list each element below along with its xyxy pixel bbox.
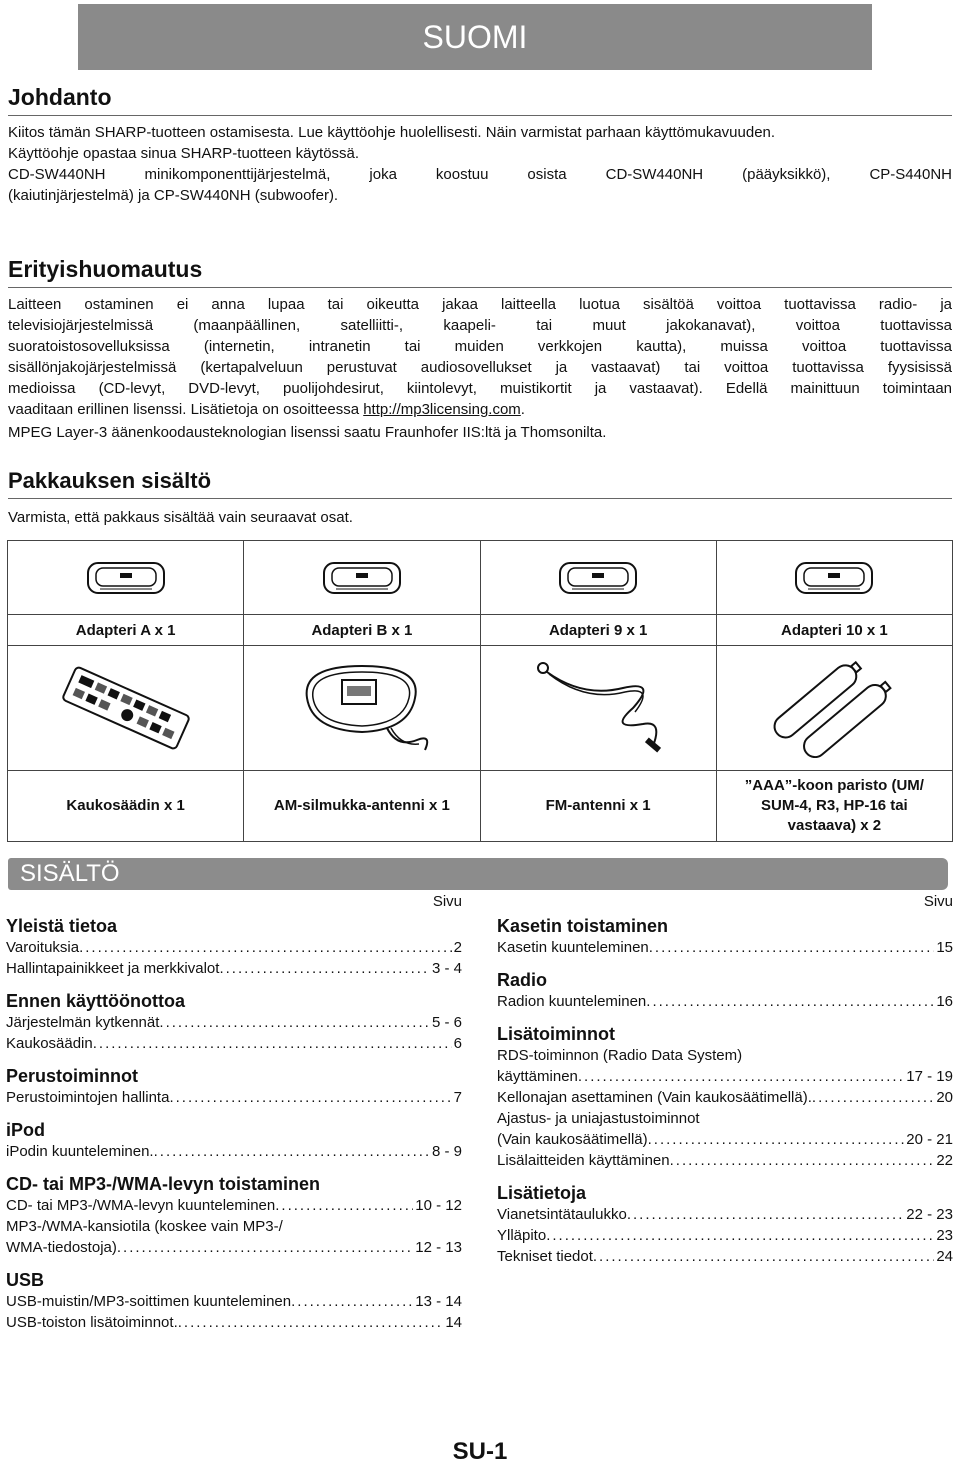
- toc-entry[interactable]: [497, 1129, 953, 1150]
- toc-entry[interactable]: [6, 1291, 462, 1312]
- license-link[interactable]: http://mp3licensing.com: [363, 401, 521, 418]
- toc-entry[interactable]: [497, 1066, 953, 1087]
- dock-adapter-icon: [558, 559, 638, 597]
- notice-line-suffix: .: [520, 401, 525, 418]
- toc-entry-title: Kellonajan asettaminen (Vain kaukosäätimellä).: [497, 1089, 812, 1106]
- toc-entry-page: 7: [453, 1089, 462, 1106]
- dock-adapter-icon: [322, 559, 402, 597]
- toc-page-header: Sivu: [923, 893, 953, 910]
- toc-entry-title: Tekniset tiedot: [497, 1248, 593, 1265]
- toc-right-column: [497, 893, 953, 1267]
- battery-label-line: ”AAA”-koon paristo (UM/: [744, 777, 924, 794]
- adapter-a-label: Adapteri A x 1: [8, 615, 244, 646]
- toc-section-heading: iPod: [6, 1120, 45, 1140]
- toc-entry-page: 6: [453, 1035, 462, 1052]
- toc-entry[interactable]: [497, 1246, 953, 1267]
- toc-leader-dots: [169, 1087, 451, 1108]
- toc-entry-title: Lisälaitteiden käyttäminen: [497, 1152, 670, 1169]
- toc-entry-page: 22 - 23: [906, 1206, 953, 1223]
- notice-line: sisällönjakojärjestelmissä (kertapalveluun perustuvat audiosovellukset ja vastaavat) tai voittoa tuottavissa fyysisissä: [8, 359, 952, 376]
- fm-wire-antenna-icon: [523, 658, 673, 758]
- toc-entry-title: Ylläpito: [497, 1227, 547, 1244]
- toc-entry[interactable]: [497, 1150, 953, 1171]
- toc-entry[interactable]: [6, 1141, 462, 1162]
- page-number: SU-1: [452, 1438, 508, 1465]
- adapter-b-illustration: [244, 541, 480, 615]
- adapter-a-illustration: [8, 541, 244, 615]
- intro-line: CD-SW440NH minikomponenttijärjestelmä, joka koostuu osista CD-SW440NH (pääyksikkö), CP-S440NH: [8, 166, 952, 183]
- toc-entry-page: 20: [936, 1089, 953, 1106]
- toc-entry-title: Radion kuunteleminen: [497, 993, 647, 1010]
- toc-entry-title: USB-muistin/MP3-soittimen kuunteleminen: [6, 1293, 292, 1310]
- battery-illustration: [716, 646, 952, 771]
- toc-leader-dots: [159, 1012, 430, 1033]
- package-heading: Pakkauksen sisältö: [8, 468, 212, 493]
- toc-entry-title: iPodin kuunteleminen.: [6, 1143, 154, 1160]
- toc-entry[interactable]: [497, 1204, 953, 1225]
- toc-entry[interactable]: [6, 1012, 462, 1033]
- notice-heading: Erityishuomautus: [8, 256, 203, 282]
- toc-entry-title: WMA-tiedostoja): [6, 1239, 117, 1256]
- toc-leader-dots: [648, 1129, 905, 1150]
- toc-page-header: Sivu: [432, 893, 462, 910]
- toc-entry[interactable]: [6, 937, 462, 958]
- toc-entry-line: MP3-/WMA-kansiotila (koskee vain MP3-/: [6, 1218, 283, 1235]
- toc-section-heading: Yleistä tietoa: [6, 916, 118, 936]
- toc-entry-page: 5 - 6: [431, 1014, 462, 1031]
- intro-paragraph: [8, 122, 952, 206]
- toc-entry-title: Kaukosäädin: [6, 1035, 93, 1052]
- toc-entry-title: CD- tai MP3-/WMA-levyn kuunteleminen: [6, 1197, 276, 1214]
- package-contents-table: [7, 540, 953, 842]
- toc-leader-dots: [649, 937, 935, 958]
- toc-entry-title: Järjestelmän kytkennät: [6, 1014, 160, 1031]
- adapter-9-label: Adapteri 9 x 1: [480, 615, 716, 646]
- notice-line: Laitteen ostaminen ei anna lupaa tai oikeutta jakaa laitteella luotua sisältöä voittoa tuottavissa radio- ja: [8, 296, 952, 313]
- toc-entry-page: 24: [936, 1248, 953, 1265]
- toc-entry[interactable]: [6, 1195, 462, 1216]
- toc-entry-page: 23: [936, 1227, 953, 1244]
- mpeg-note: MPEG Layer-3 äänenkoodausteknologian lisenssi saatu Fraunhofer IIS:ltä ja Thomsonilta.: [8, 424, 607, 441]
- toc-entry-page: 16: [936, 993, 953, 1010]
- package-rule: [8, 498, 952, 499]
- toc-leader-dots: [646, 991, 934, 1012]
- toc-entry[interactable]: [6, 1087, 462, 1108]
- toc-section-heading: USB: [6, 1270, 45, 1290]
- notice-rule: [8, 287, 952, 288]
- toc-entry[interactable]: [6, 1033, 462, 1054]
- am-loop-antenna-icon: [287, 658, 437, 758]
- toc-leader-dots: [593, 1246, 934, 1267]
- notice-line-prefix: vaaditaan erillinen lisenssi. Lisätietoja on osoitteessa: [8, 401, 364, 418]
- toc-leader-dots: [291, 1291, 413, 1312]
- toc-leader-dots: [627, 1204, 904, 1225]
- toc-entry-page: 20 - 21: [906, 1131, 953, 1148]
- notice-line: suoratoistosovelluksissa (internetin, intranetin tai muiden verkkojen kautta), muissa voittoa tuottavissa: [8, 338, 952, 355]
- dock-adapter-icon: [86, 559, 166, 597]
- toc-entry-title: Kasetin kuunteleminen: [497, 939, 649, 956]
- toc-entry-page: 2: [453, 939, 462, 956]
- toc-leader-dots: [578, 1066, 904, 1087]
- toc-entry-page: 12 - 13: [415, 1239, 462, 1256]
- aaa-battery-icon: [764, 658, 904, 758]
- toc-leader-dots: [219, 958, 430, 979]
- language-banner: SUOMI: [78, 4, 872, 70]
- battery-label-line: vastaava) x 2: [787, 817, 882, 834]
- toc-entry[interactable]: [497, 1087, 953, 1108]
- battery-label: [716, 771, 952, 842]
- toc-entry-title: Varoituksia: [6, 939, 80, 956]
- notice-line: medioissa (CD-levyt, DVD-levyt, puolijohdesirut, kiintolevyt, muistikortit ja vastaavat). Edellä mainittuun toimintaan: [8, 380, 952, 397]
- notice-last-line: [8, 399, 952, 420]
- toc-entry[interactable]: [6, 1237, 462, 1258]
- adapter-b-label: Adapteri B x 1: [244, 615, 480, 646]
- toc-section-heading: Lisätoiminnot: [497, 1024, 615, 1044]
- toc-entry-page: 17 - 19: [906, 1068, 953, 1085]
- toc-entry[interactable]: [497, 991, 953, 1012]
- toc-leader-dots: [178, 1312, 444, 1333]
- toc-entry-page: 14: [445, 1314, 462, 1331]
- intro-line: (kaiutinjärjestelmä) ja CP-SW440NH (subwoofer).: [8, 187, 339, 204]
- toc-entry-page: 3 - 4: [431, 960, 462, 977]
- toc-entry-title: Vianetsintätaulukko: [497, 1206, 627, 1223]
- toc-entry-page: 22: [936, 1152, 953, 1169]
- am-antenna-illustration: [244, 646, 480, 771]
- toc-section-heading: Kasetin toistaminen: [497, 916, 669, 936]
- dock-adapter-icon: [794, 559, 874, 597]
- adapter-10-label: Adapteri 10 x 1: [716, 615, 952, 646]
- battery-label-line: SUM-4, R3, HP-16 tai: [761, 797, 908, 814]
- toc-leader-dots: [154, 1141, 430, 1162]
- toc-section-heading: Lisätietoja: [497, 1183, 587, 1203]
- toc-section-heading: CD- tai MP3-/WMA-levyn toistaminen: [6, 1174, 321, 1194]
- toc-banner: SISÄLTÖ: [8, 858, 948, 890]
- toc-entry-page: 10 - 12: [415, 1197, 462, 1214]
- toc-entry-page: 15: [936, 939, 953, 956]
- toc-leader-dots: [117, 1237, 413, 1258]
- adapter-9-illustration: [480, 541, 716, 615]
- toc-entry[interactable]: [6, 958, 462, 979]
- intro-line: Käyttöohje opastaa sinua SHARP-tuotteen käytössä.: [8, 145, 360, 162]
- toc-leader-dots: [93, 1033, 452, 1054]
- am-antenna-label: AM-silmukka-antenni x 1: [244, 771, 480, 842]
- notice-paragraph: [8, 294, 952, 420]
- toc-section-heading: Ennen käyttöönottoa: [6, 991, 185, 1011]
- toc-entry-line: Ajastus- ja uniajastustoiminnot: [497, 1110, 700, 1127]
- toc-entry-title: (Vain kaukosäätimellä): [497, 1131, 648, 1148]
- remote-label: Kaukosäädin x 1: [8, 771, 244, 842]
- notice-line: televisiojärjestelmissä (maanpäällinen, satelliitti-, kaapeli- tai muut jakokanavat), voittoa tuottavissa: [8, 317, 952, 334]
- toc-leader-dots: [670, 1150, 935, 1171]
- package-subtitle: Varmista, että pakkaus sisältää vain seuraavat osat.: [8, 509, 353, 526]
- remote-control-icon: [56, 658, 196, 758]
- fm-antenna-label: FM-antenni x 1: [480, 771, 716, 842]
- fm-antenna-illustration: [480, 646, 716, 771]
- toc-entry-page: 8 - 9: [431, 1143, 462, 1160]
- toc-leader-dots: [79, 937, 452, 958]
- toc-leader-dots: [275, 1195, 413, 1216]
- toc-entry-title: käyttäminen: [497, 1068, 578, 1085]
- intro-line: Kiitos tämän SHARP-tuotteen ostamisesta. Lue käyttöohje huolellisesti. Näin varmistat parhaan käyttömukavuuden.: [8, 124, 776, 141]
- toc-entry[interactable]: [497, 937, 953, 958]
- toc-entry-title: Hallintapainikkeet ja merkkivalot: [6, 960, 220, 977]
- toc-entry[interactable]: [6, 1312, 462, 1333]
- toc-leader-dots: [812, 1087, 934, 1108]
- toc-section-heading: Perustoiminnot: [6, 1066, 139, 1086]
- toc-entry-page: 13 - 14: [415, 1293, 462, 1310]
- toc-entry-title: Perustoimintojen hallinta: [6, 1089, 170, 1106]
- remote-illustration: [8, 646, 244, 771]
- toc-entry-title: USB-toiston lisätoiminnot.: [6, 1314, 178, 1331]
- toc-leader-dots: [546, 1225, 934, 1246]
- adapter-10-illustration: [716, 541, 952, 615]
- intro-heading: Johdanto: [8, 84, 112, 110]
- toc-entry-line: RDS-toiminnon (Radio Data System): [497, 1047, 743, 1064]
- intro-rule: [8, 115, 952, 116]
- toc-section-heading: Radio: [497, 970, 548, 990]
- toc-left-column: [6, 893, 462, 1333]
- toc-entry[interactable]: [497, 1225, 953, 1246]
